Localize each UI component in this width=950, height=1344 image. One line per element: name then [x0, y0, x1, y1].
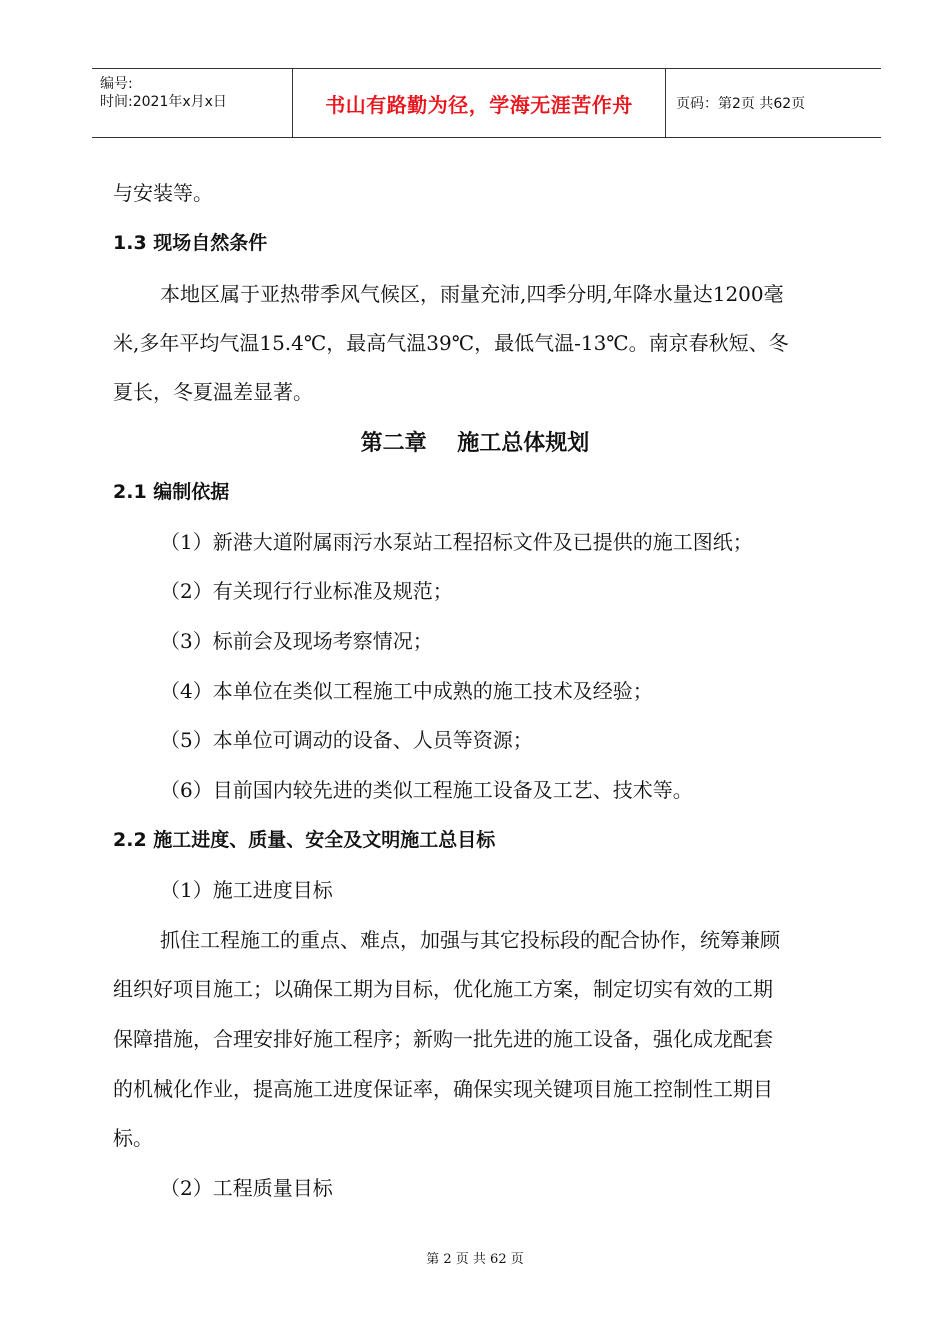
paragraph-line: 的机械化作业，提高施工进度保证率，确保实现关键项目施工控制性工期目	[113, 1077, 773, 1101]
header-motto-cell	[293, 69, 666, 137]
paragraph-line: 抓住工程施工的重点、难点，加强与其它投标段的配合协作，统筹兼顾	[160, 928, 780, 952]
section-heading-2-2: 2.2 施工进度、质量、安全及文明施工总目标	[113, 829, 496, 851]
basis-item: （4）本单位在类似工程施工中成熟的施工技术及经验；	[160, 679, 653, 703]
paragraph-line: 米,多年平均气温15.4℃，最高气温39℃，最低气温-13℃。南京春秋短、冬	[113, 331, 789, 355]
subheading: （1）施工进度目标	[160, 878, 333, 902]
subheading: （2）工程质量目标	[160, 1176, 333, 1200]
basis-item: （5）本单位可调动的设备、人员等资源；	[160, 728, 533, 752]
header-motto: 书山有路勤为径，学海无涯苦作舟	[325, 93, 633, 117]
document-time-label: 时间:2021年x月x日	[100, 94, 227, 110]
document-header	[92, 68, 881, 138]
paragraph-line: 本地区属于亚热带季风气候区，雨量充沛,四季分明,年降水量达1200毫	[160, 282, 784, 306]
section-heading-2-1: 2.1 编制依据	[113, 481, 230, 503]
basis-item: （6）目前国内较先进的类似工程施工设备及工艺、技术等。	[160, 778, 693, 802]
header-page-cell	[666, 69, 881, 137]
paragraph-line: 夏长，冬夏温差显著。	[113, 380, 313, 404]
basis-item: （2）有关现行行业标准及规范；	[160, 579, 453, 603]
document-number-label: 编号:	[100, 76, 133, 92]
basis-item: （3）标前会及现场考察情况；	[160, 629, 433, 653]
paragraph-line: 保障措施，合理安排好施工程序；新购一批先进的施工设备，强化成龙配套	[113, 1027, 773, 1051]
header-meta-cell	[92, 69, 293, 137]
paragraph-line: 标。	[113, 1126, 153, 1150]
section-heading-1-3: 1.3 现场自然条件	[113, 232, 268, 254]
chapter-title: 第二章 施工总体规划	[360, 431, 590, 456]
header-page-info: 页码：第2页 共62页	[676, 96, 806, 112]
basis-item: （1）新港大道附属雨污水泵站工程招标文件及已提供的施工图纸；	[160, 530, 753, 554]
paragraph-line: 组织好项目施工；以确保工期为目标，优化施工方案，制定切实有效的工期	[113, 977, 773, 1001]
continuation-line: 与安装等。	[113, 181, 213, 205]
page-footer: 第 2 页 共 62 页	[426, 1252, 524, 1267]
